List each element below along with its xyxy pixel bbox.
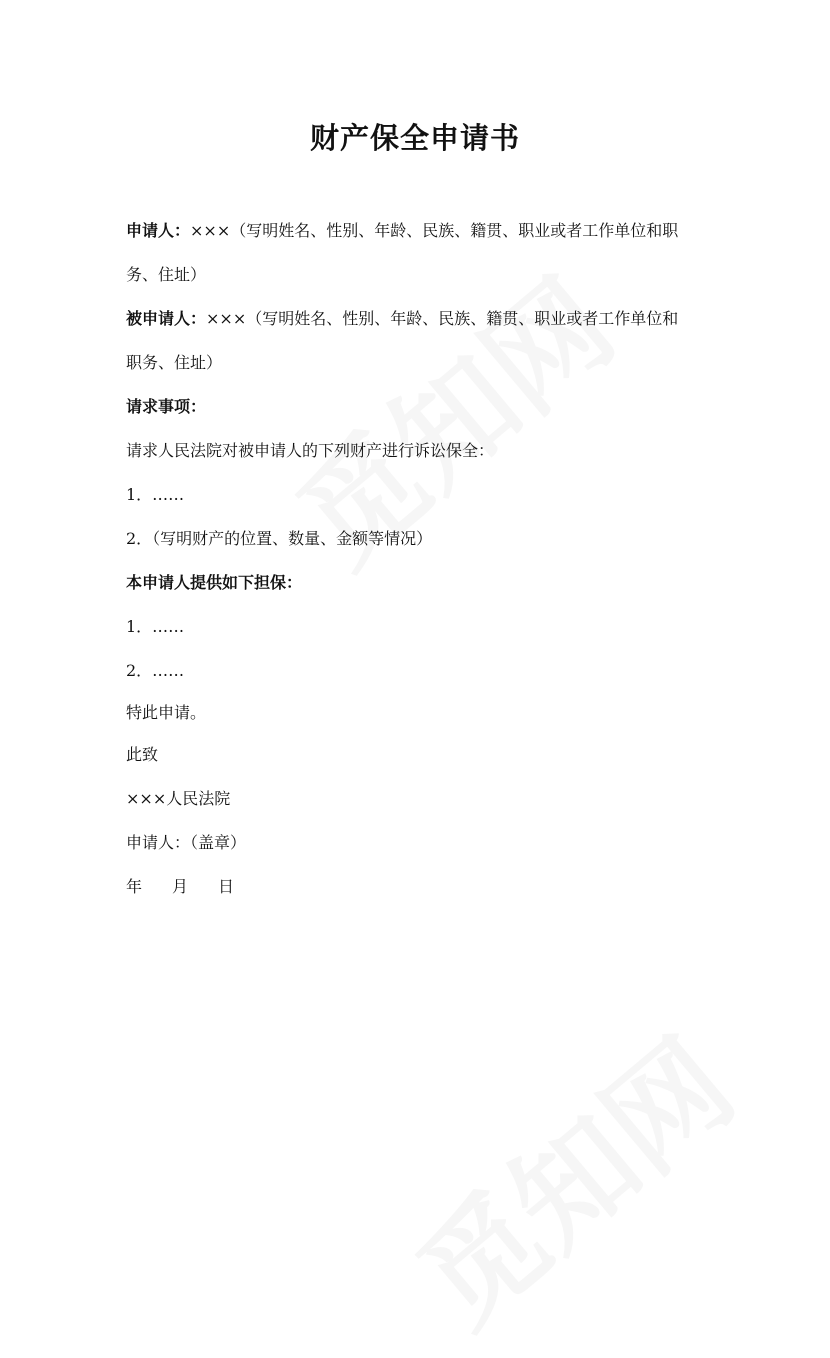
guarantee-heading: 本申请人提供如下担保： bbox=[126, 573, 303, 592]
signature-line: 申请人：（盖章） bbox=[126, 833, 247, 852]
court-name: ×××人民法院 bbox=[126, 789, 231, 808]
respondent-line-1 bbox=[126, 309, 678, 329]
date-month: 月 bbox=[172, 877, 189, 896]
date-line bbox=[126, 877, 234, 897]
guarantee-item-2: 2．…… bbox=[126, 661, 185, 680]
claims-heading: 请求事项： bbox=[126, 397, 207, 416]
respondent-line-2: 职务、住址） bbox=[126, 353, 223, 372]
guarantee-item-1: 1．…… bbox=[126, 617, 185, 636]
claims-item-1: 1．…… bbox=[126, 485, 185, 504]
respondent-label: 被申请人： bbox=[126, 309, 207, 328]
applicant-line-2: 务、住址） bbox=[126, 265, 207, 284]
closing-text: 特此申请。 bbox=[126, 703, 207, 722]
date-day: 日 bbox=[218, 877, 235, 896]
respondent-text: ×××（写明姓名、性别、年龄、民族、籍贯、职业或者工作单位和 bbox=[206, 309, 679, 328]
salutation: 此致 bbox=[126, 745, 159, 764]
applicant-label: 申请人： bbox=[126, 221, 191, 240]
applicant-line-1 bbox=[126, 221, 678, 241]
applicant-text: ×××（写明姓名、性别、年龄、民族、籍贯、职业或者工作单位和职 bbox=[190, 221, 679, 240]
watermark bbox=[377, 994, 763, 1357]
claims-item-2: 2．（写明财产的位置、数量、金额等情况） bbox=[126, 529, 433, 548]
document-title: 财产保全申请书 bbox=[309, 121, 520, 155]
date-year: 年 bbox=[126, 877, 143, 896]
claims-intro: 请求人民法院对被申请人的下列财产进行诉讼保全： bbox=[126, 441, 495, 460]
